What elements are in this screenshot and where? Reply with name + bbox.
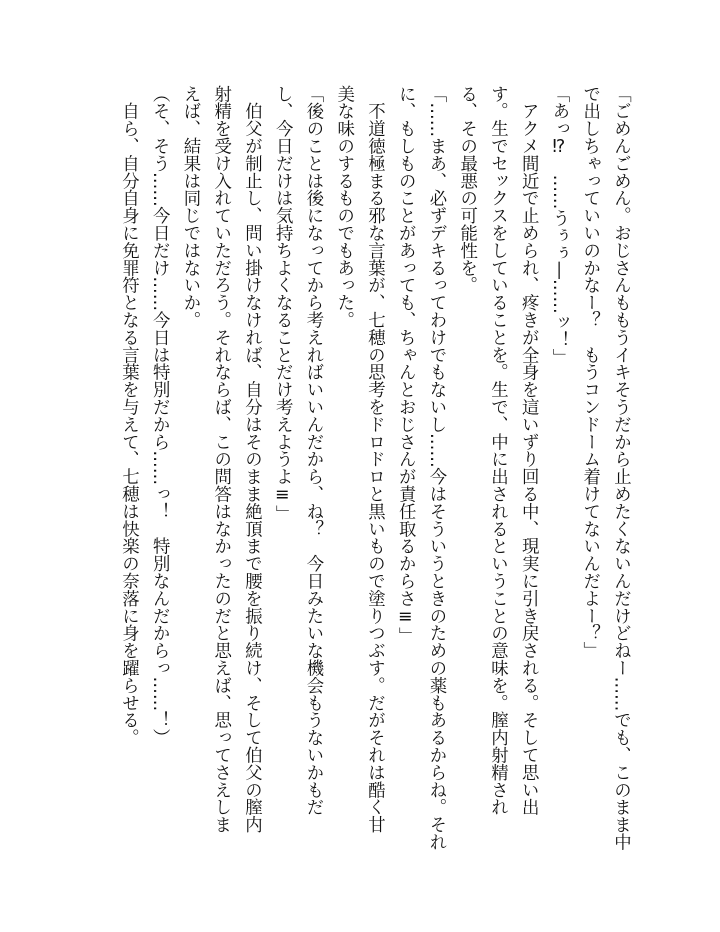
- upright-glyph: ≡: [272, 485, 293, 506]
- dialogue-column: に、もしものことがあっても、ちゃんとおじさんが責任取るからさ≡」: [395, 85, 416, 645]
- dialogue-column: 「ごめんごめん。おじさんももうイキそうだから止めたくないんだけどねー……でも、このまま中: [610, 85, 631, 851]
- narration-column: 自ら、自分自身に免罪符となる言葉を与えて、七穂は快楽の奈落に身を躍らせる。: [118, 85, 139, 747]
- narration-column: る、その最悪の可能性を。: [456, 85, 477, 294]
- dialogue-column: し、今日だけは気持ちよくなることだけ考えようよ≡」: [272, 85, 293, 523]
- dialogue-column: 「後のことは後になってから考えればいいんだから、ね？ 今日みたいな機会もうないかもだ: [302, 85, 323, 816]
- narration-column: す。生でセックスをしていることを。生で、中に出されるということの意味を。膣内射精され: [487, 85, 508, 816]
- narration-column: えば、結果は同じではないか。: [179, 85, 200, 329]
- upright-glyph: ≡: [395, 607, 416, 627]
- narration-column: アクメ間近で止められ、疼きが全身を這いずり回る中、現実に引き戻される。そして思い出: [518, 85, 539, 816]
- dialogue-column: で出しちゃっていいのかなー？ もうコンドーム着けてないんだよー？」: [579, 85, 600, 660]
- vertical-text-body: [113, 85, 636, 885]
- narration-column: 不道徳極まる邪な言葉が、七穂の思考をドロドロと黒いもので塗りつぶす。だがそれは酷く甘: [364, 85, 385, 834]
- narration-column: 伯父が制止し、問い掛けなければ、自分はそのまま絶頂まで腰を振り続け、そして伯父の膣内: [241, 85, 262, 834]
- narration-column: 美な味のするものでもあった。: [333, 85, 354, 329]
- upright-glyph: ⁉: [548, 137, 569, 158]
- narration-column: 射精を受け入れていただろう。それならば、この問答はなかったのだと思えば、思ってさえしま: [210, 85, 231, 834]
- inner-monologue-column: （そ、そう……今日だけ……今日は特別だから……っ！ 特別なんだからっ……！）: [149, 85, 170, 747]
- dialogue-column: 「あっ⁉ ……うぅぅ―……ッ！」: [548, 85, 569, 366]
- dialogue-column: 「……まあ、必ずデキるってわけでもないし……今はそういうときのための薬もあるからね。それ: [425, 85, 446, 851]
